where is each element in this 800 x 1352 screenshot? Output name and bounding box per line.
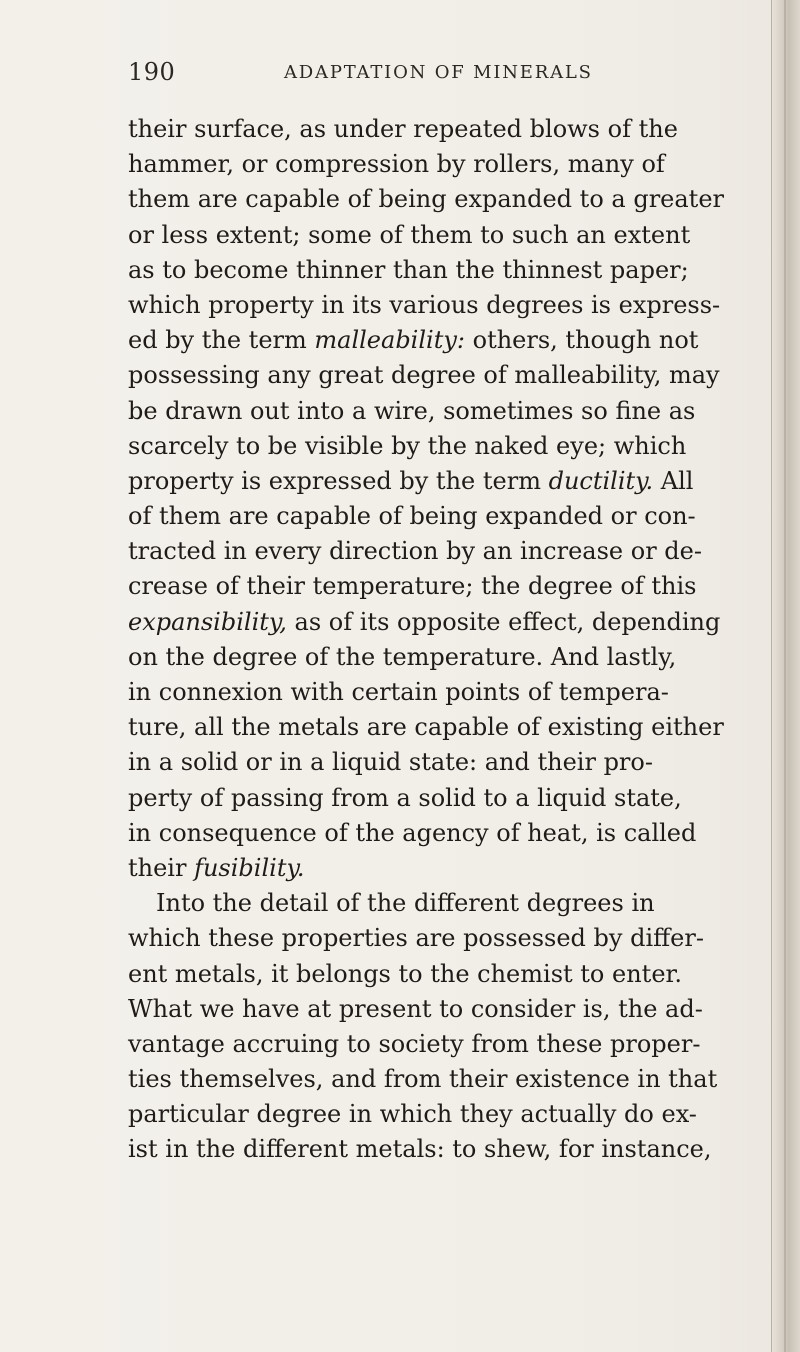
text-run: crease of their temperature; the degree of this xyxy=(128,572,697,601)
text-run: possessing any great degree of malleability, may xyxy=(128,361,720,390)
text-run: ed by the term xyxy=(128,326,315,355)
text-line xyxy=(128,921,768,956)
text-line xyxy=(128,569,768,604)
text-run: particular degree in which they actually do ex- xyxy=(128,1100,697,1129)
text-run: which these properties are possessed by differ- xyxy=(128,924,704,953)
text-run: in connexion with certain points of tempera- xyxy=(128,678,669,706)
text-line xyxy=(128,358,768,393)
text-line xyxy=(128,253,768,288)
text-run: them are capable of being expanded to a greater xyxy=(128,185,725,214)
text-run: in a solid or in a liquid state: and their pro- xyxy=(128,748,653,777)
text-line xyxy=(128,992,768,1027)
text-line xyxy=(128,816,768,851)
italic-term: ductility. xyxy=(548,466,654,495)
page-gutter xyxy=(771,0,800,1352)
text-run: in consequence of the agency of heat, is called xyxy=(128,818,697,847)
text-line xyxy=(128,1027,768,1062)
text-line xyxy=(128,112,768,147)
text-line xyxy=(128,499,768,534)
text-line xyxy=(128,429,768,464)
text-line xyxy=(128,886,768,921)
text-run: vantage accruing to society from these proper- xyxy=(128,1029,701,1058)
italic-term: fusibility. xyxy=(194,853,305,882)
text-line xyxy=(128,147,768,182)
text-line xyxy=(128,534,768,569)
text-run: of them are capable of being expanded or con- xyxy=(128,502,696,531)
text-run: What we have at present to consider is, the ad- xyxy=(128,994,703,1023)
text-line xyxy=(128,218,768,253)
text-run: others, though not xyxy=(465,326,699,355)
text-run: hammer, or compression by rollers, many of xyxy=(128,150,665,179)
text-run: scarcely to be visible by the naked eye; which xyxy=(128,431,687,460)
text-line xyxy=(128,605,768,640)
text-line xyxy=(128,182,768,217)
text-run: perty of passing from a solid to a liquid state, xyxy=(128,783,682,812)
text-line xyxy=(128,957,768,992)
text-run: ent metals, it belongs to the chemist to enter. xyxy=(128,959,682,988)
text-run: which property in its various degrees is express- xyxy=(128,290,721,319)
text-run: as of its opposite effect, depending xyxy=(286,607,721,636)
text-run: or less extent; some of them to such an extent xyxy=(128,220,691,249)
text-run: as to become thinner than the thinnest paper; xyxy=(128,255,689,284)
text-line xyxy=(128,745,768,780)
text-line xyxy=(128,640,768,675)
text-run: ist in the different metals: to shew, for instance, xyxy=(128,1135,712,1164)
text-run: ties themselves, and from their existence in that xyxy=(128,1065,718,1094)
text-line xyxy=(128,288,768,323)
text-line xyxy=(128,323,768,358)
gutter-line xyxy=(784,0,786,1352)
text-line xyxy=(128,781,768,816)
text-line xyxy=(128,851,768,886)
text-line xyxy=(128,464,768,499)
text-run: their surface, as under repeated blows of the xyxy=(128,115,678,143)
text-run: on the degree of the temperature. And lastly, xyxy=(128,642,677,671)
running-head: ADAPTATION OF MINERALS xyxy=(284,62,593,83)
text-run: Into the detail of the different degrees in xyxy=(156,889,655,918)
text-line xyxy=(128,1062,768,1097)
text-run: be drawn out into a wire, sometimes so fine as xyxy=(128,396,696,425)
text-run: property is expressed by the term xyxy=(128,466,549,495)
text-run: tracted in every direction by an increase or de- xyxy=(128,537,702,566)
page-header xyxy=(128,58,768,98)
text-line xyxy=(128,1097,768,1132)
text-line xyxy=(128,1132,768,1167)
text-run: ture, all the metals are capable of existing either xyxy=(128,713,724,742)
text-run: their xyxy=(128,853,195,882)
text-line xyxy=(128,710,768,745)
text-line xyxy=(128,394,768,429)
text-line xyxy=(128,675,768,710)
text-run: All xyxy=(653,466,694,495)
page-number: 190 xyxy=(128,58,176,86)
body-text xyxy=(128,112,768,1168)
italic-term: expansibility, xyxy=(128,607,287,636)
italic-term: malleability: xyxy=(314,326,465,355)
